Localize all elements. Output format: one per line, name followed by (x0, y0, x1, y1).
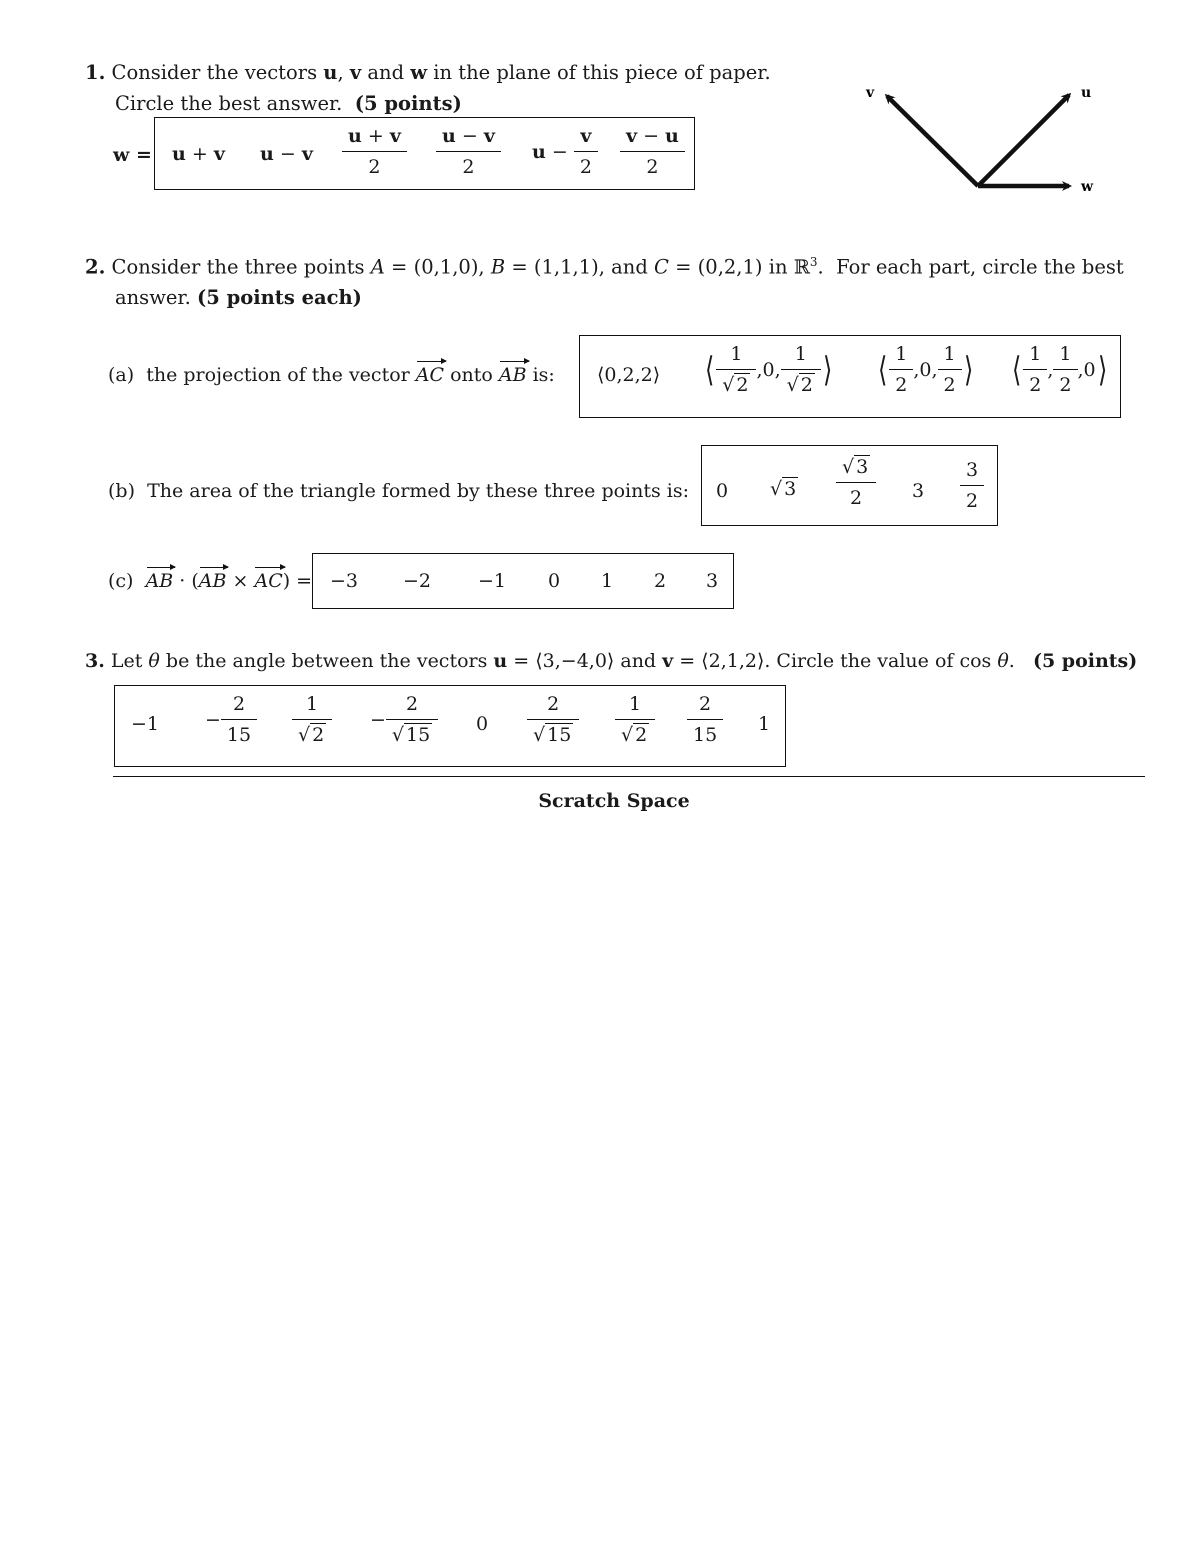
q2c-choice-2[interactable]: 2 (654, 570, 667, 592)
q1-points: (5 points) (354, 92, 462, 115)
q2-number: 2. (85, 255, 106, 279)
q3-choice-neg2-over-sqrt15[interactable]: − $\frac{2}{√ 15}$ (370, 695, 438, 745)
section-divider (113, 776, 1145, 777)
q2c-choice-neg3[interactable]: −3 (330, 570, 359, 592)
q2c-label: (c) (108, 570, 134, 592)
q2b-choice-sqrt3-over-2[interactable]: $\frac{√ 3}{2}$ (836, 458, 876, 508)
q3-points: (5 points) (1032, 650, 1138, 672)
q3-choice-neg1[interactable]: −1 (131, 713, 160, 735)
q2-line1: 2. Consider the three points A = (0,1,0), B = (1,1,1), and C = (0,2,1) in ℝ$^3$. For each part, circle the best (85, 255, 1124, 279)
q2c-prompt: (c) AB · (AB × AC) = (108, 570, 313, 592)
q3-choice-0[interactable]: 0 (476, 713, 489, 735)
q2c-choice-neg2[interactable]: −2 (403, 570, 432, 592)
q3-choice-1[interactable]: 1 (758, 713, 771, 735)
q2b-choice-3-over-2[interactable]: $\frac{3}{2}$ (960, 461, 984, 511)
scratch-space-title: Scratch Space (538, 790, 690, 812)
vector-v-label: v (866, 85, 875, 101)
q2a-choice-4[interactable]: ⟨ $\frac{1}{2}$ , $\frac{1}{2}$ ,0⟩ (1011, 343, 1107, 396)
q2-line2: answer. (5 points each) (115, 286, 362, 309)
q1-line1: 1. Consider the vectors u, v and w in the plane of this piece of paper. (85, 61, 771, 84)
q1-choice-u-plus-v[interactable]: u + v (172, 143, 225, 165)
q2c-choice-neg1[interactable]: −1 (478, 570, 507, 592)
q1-line2 (115, 92, 462, 115)
q2a-choice-2[interactable]: ⟨ $\frac{1}{√ 2}$ ,0, $\frac{1}{√ 2}$ ⟩ (704, 343, 833, 396)
q2b-choice-0[interactable]: 0 (716, 480, 729, 502)
q2b-choice-sqrt3[interactable]: √ 3 (770, 478, 797, 500)
q1-answer-box (154, 117, 695, 190)
q1-choice-u-plus-v-over-2[interactable]: $\frac{u + v}{2}$ (342, 127, 407, 177)
q1-choice-v-minus-u-over-2[interactable]: $\frac{v - u}{2}$ (620, 127, 685, 177)
q1-choice-u-minus-v-over-2[interactable]: $\frac{u - v}{2}$ (436, 127, 501, 177)
q2a-prompt: (a) the projection of the vector AC onto AB is: (108, 364, 555, 386)
q1-instruction: Circle the best answer. (115, 92, 343, 115)
vector-w-label: w (1081, 179, 1094, 195)
q3-number: 3. (85, 650, 105, 672)
vector-u-arrow (978, 95, 1069, 186)
q2c-choice-3[interactable]: 3 (706, 570, 719, 592)
q2-points: (5 points each) (197, 286, 362, 309)
q1-choice-u-minus-v[interactable]: u − v (260, 143, 313, 165)
q3-line: 3. Let θ be the angle between the vectors u = ⟨3,−4,0⟩ and v = ⟨2,1,2⟩. Circle the value of cos θ. (5 points) (85, 650, 1138, 672)
q3-choice-1-over-sqrt2-b[interactable]: $\frac{1}{√ 2}$ (615, 695, 655, 745)
q3-choice-1-over-sqrt2-a[interactable]: $\frac{1}{√ 2}$ (292, 695, 332, 745)
q2c-answer-box (312, 553, 734, 609)
q3-choice-neg2-over-15[interactable]: − $\frac{2}{15}$ (205, 695, 257, 745)
q2a-label: (a) (108, 364, 135, 386)
q2b-choice-3[interactable]: 3 (912, 480, 925, 502)
scratch-space-area[interactable] (113, 830, 1145, 1510)
q2b-prompt-text: The area of the triangle formed by these three points is: (147, 480, 690, 502)
q2a-choice-3[interactable]: ⟨ $\frac{1}{2}$ ,0, $\frac{1}{2}$ ⟩ (877, 343, 973, 396)
q3-choice-2-over-15[interactable]: $\frac{2}{15}$ (687, 695, 723, 745)
q2c-choice-1[interactable]: 1 (601, 570, 614, 592)
q1-lhs: w = (113, 144, 152, 166)
vector-figure (855, 78, 1115, 203)
vector-v-arrow (887, 96, 978, 186)
q3-choice-2-over-sqrt15[interactable]: $\frac{2}{√ 15}$ (527, 695, 579, 745)
q2b-label: (b) (108, 480, 135, 502)
q2b-prompt (108, 480, 689, 502)
q1-number: 1. (85, 61, 106, 84)
q2a-choice-1[interactable]: ⟨0,2,2⟩ (597, 364, 661, 386)
vector-u-label: u (1081, 85, 1092, 101)
q2c-choice-0[interactable]: 0 (548, 570, 561, 592)
q1-choice-u-minus-half-v[interactable]: u − $\frac{v}{2}$ (532, 127, 598, 177)
